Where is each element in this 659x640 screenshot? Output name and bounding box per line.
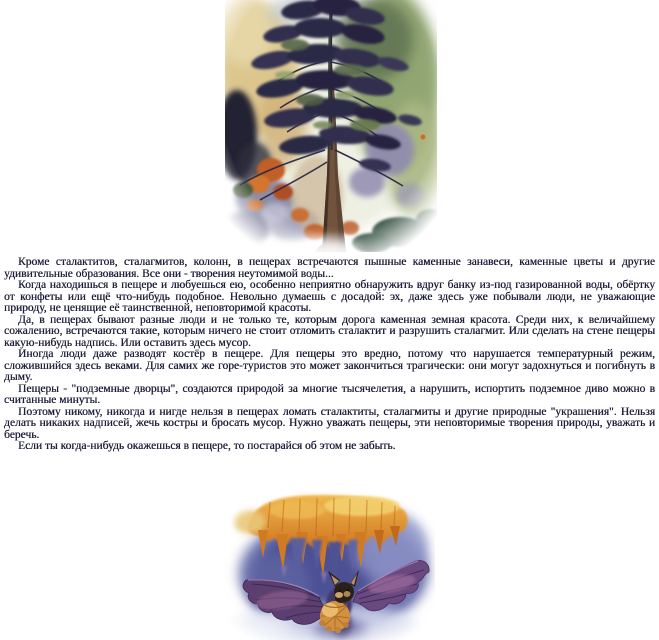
paragraph-6: Поэтому никому, никогда и нигде нельзя в пещерах ломать сталактиты, сталагмиты и другие природные "украшения". Нельзя делать никаких надписей, жечь костры и бросать мусор. Нужно уважать пещеры, эти неповторимые творения природы, уважать и беречь. <box>4 405 655 441</box>
paragraph-2: Когда находишься в пещере и любуешься ею, особенно неприятно обнаружить вдруг банку из-под газированной воды, обёртку от конфеты или ещё что-нибудь подобное. Невольно думаешь с досадой: эх, даже здесь уже побывали люди, не уважающие природу, не ценящие её таинственной, неповторимой красоты. <box>4 279 655 314</box>
bat-watercolor-svg <box>222 492 435 640</box>
bat-illustration <box>222 492 435 640</box>
paragraph-4: Иногда люди даже разводят костёр в пещере. Для пещеры это вредно, потому что нарушается температурный режим, сложившийся здесь веками. Для самих же горе-туристов это может закончиться трагически: они могут задохнуться и погибнуть в дыму. <box>4 348 655 383</box>
tree-watercolor-svg <box>225 0 437 252</box>
article-text <box>4 257 655 453</box>
paragraph-1: Кроме сталактитов, сталагмитов, колонн, в пещерах встречаются пышные каменные занавеси, каменные цветы и другие удивительные образования. Все они - творения неутомимой воды... <box>4 256 655 280</box>
paragraph-5: Пещеры - "подземные дворцы", создаются природой за многие тысячелетия, а нарушить, испортить подземное диво можно в считанные минуты. <box>4 382 655 406</box>
paragraph-3: Да, в пещерах бывают разные люди и не только те, которым дорога каменная земная красота. Среди них, к величайшему сожалению, встречаются такие, которым ничего не стоит отломить сталактит и разрушить сталагмит. Или сделать на стене пещеры какую-нибудь надпись. Или оставить здесь мусор. <box>4 313 655 349</box>
paragraph-7: Если ты когда-нибудь окажешься в пещере, то постарайся об этом не забыть. <box>18 440 396 452</box>
tree-illustration <box>225 0 437 252</box>
